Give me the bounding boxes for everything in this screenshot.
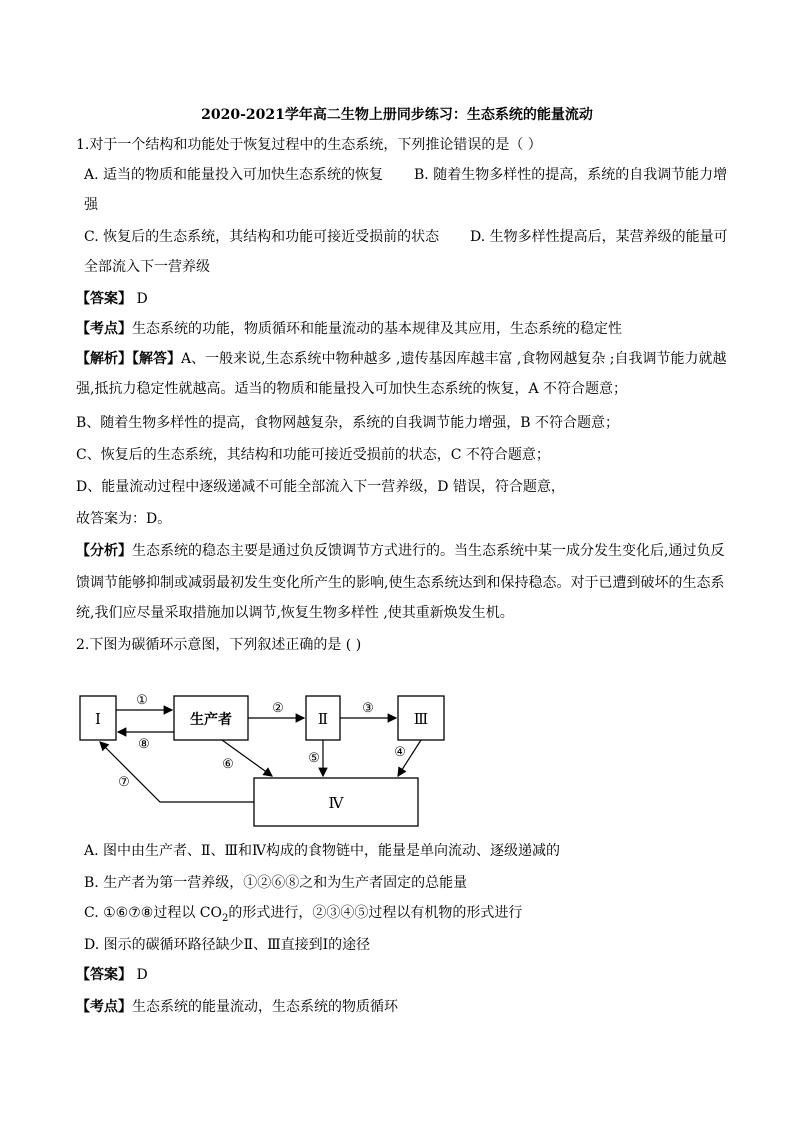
analysis-text: A、一般来说,生态系统中物种越多 ,遗传基因库越丰富 ,食物网越复杂 ;自我调节能力就越 (181, 351, 727, 367)
label-8: ⑧ (138, 737, 150, 752)
q1-analysis-line-3: B、随着生物多样性的提高，食物网越复杂，系统的自我调节能力增强，B 不符合题意； (76, 415, 620, 431)
q1-analysis-line-4: C、恢复后的生态系统，其结构和功能可接近受损前的状态，C 不符合题意； (76, 447, 550, 463)
q2-answer (76, 966, 736, 984)
q2-option-c-part1: C. ①⑥⑦⑧过程以 CO (84, 905, 222, 921)
q1-analysis-line-1 (76, 350, 736, 368)
box-iv-label: Ⅳ (328, 794, 344, 812)
q1-option-d-cont: 全部流入下一营养级 (84, 259, 210, 275)
label-3: ③ (362, 701, 374, 716)
carbon-cycle-diagram (0, 680, 794, 850)
point-tag: 【考点】 (76, 321, 132, 337)
box-iii-label: Ⅲ (413, 710, 429, 728)
point-text: 生态系统的能量流动，生态系统的物质循环 (132, 999, 398, 1015)
q1-stem: 1.对于一个结构和功能处于恢复过程中的生态系统，下列推论错误的是（ ） (76, 137, 542, 153)
q2-point (76, 998, 736, 1016)
q1-analysis-line-2: 强,抵抗力稳定性就越高。适当的物质和能量投入可加快生态系统的恢复，A 不符合题意； (76, 381, 628, 397)
label-5: ⑤ (308, 751, 320, 766)
analysis-tag: 【解析】【解答】 (76, 351, 181, 367)
q1-option-d: D. 生物多样性提高后，某营养级的能量可 (470, 229, 728, 245)
box-i-label: Ⅰ (95, 710, 101, 728)
answer-value: D (132, 291, 148, 307)
q1-fenxi-line-2: 馈调节能够抑制或减弱最初发生变化所产生的影响,使生态系统达到和保持稳态。对于已遭到破坏的生态系 (76, 575, 725, 591)
answer-tag: 【答案】 (76, 967, 132, 983)
q2-option-c (84, 904, 522, 928)
point-text: 生态系统的功能，物质循环和能量流动的基本规律及其应用，生态系统的稳定性 (132, 321, 622, 337)
q2-option-c-part2: 的形式进行，②③④⑤过程以有机物的形式进行 (228, 905, 523, 921)
page-title: 2020-2021学年高二生物上册同步练习：生态系统的能量流动 (201, 107, 593, 123)
fenxi-tag: 【分析】 (76, 543, 132, 559)
q2-option-d: D. 图示的碳循环路径缺少Ⅱ、Ⅲ直接到Ⅰ的途径 (84, 937, 371, 953)
co2-subscript: 2 (221, 912, 229, 924)
q1-analysis-line-5: D、能量流动过程中逐级递减不可能全部流入下一营养级，D 错误，符合题意， (76, 479, 565, 495)
point-tag: 【考点】 (76, 999, 132, 1015)
arrow-7 (100, 742, 254, 802)
q1-fenxi-line-1 (76, 542, 736, 560)
q1-option-b: B. 随着生物多样性的提高，系统的自我调节能力增 (414, 167, 728, 183)
q1-option-c: C. 恢复后的生态系统，其结构和功能可接近受损前的状态 (84, 229, 440, 245)
label-4: ④ (394, 745, 406, 760)
label-6: ⑥ (222, 757, 234, 772)
fenxi-text: 生态系统的稳态主要是通过负反馈调节方式进行的。当生态系统中某一成分发生变化后,通过负反 (132, 543, 725, 559)
box-ii-label: Ⅱ (317, 710, 329, 728)
q1-answer (76, 290, 736, 308)
label-2: ② (272, 701, 284, 716)
q1-option-a: A. 适当的物质和能量投入可加快生态系统的恢复 (84, 167, 384, 183)
q1-option-b-cont: 强 (84, 197, 98, 213)
q2-option-a: A. 图中由生产者、Ⅱ、Ⅲ和Ⅳ构成的食物链中，能量是单向流动、逐级递减的 (84, 843, 561, 859)
q1-point (76, 320, 736, 338)
answer-value: D (132, 967, 148, 983)
q2-stem: 2.下图为碳循环示意图，下列叙述正确的是 ( ) (76, 637, 362, 653)
q1-fenxi-line-3: 统,我们应尽量采取措施加以调节,恢复生物多样性 ,使其重新焕发生机。 (76, 605, 514, 621)
q2-option-b: B. 生产者为第一营养级，①②⑥⑧之和为生产者固定的总能量 (84, 875, 468, 891)
answer-tag: 【答案】 (76, 291, 132, 307)
label-1: ① (136, 693, 148, 708)
label-7: ⑦ (118, 775, 130, 790)
box-producer-label: 生产者 (190, 712, 232, 728)
q1-analysis-line-6: 故答案为：D。 (76, 511, 172, 527)
